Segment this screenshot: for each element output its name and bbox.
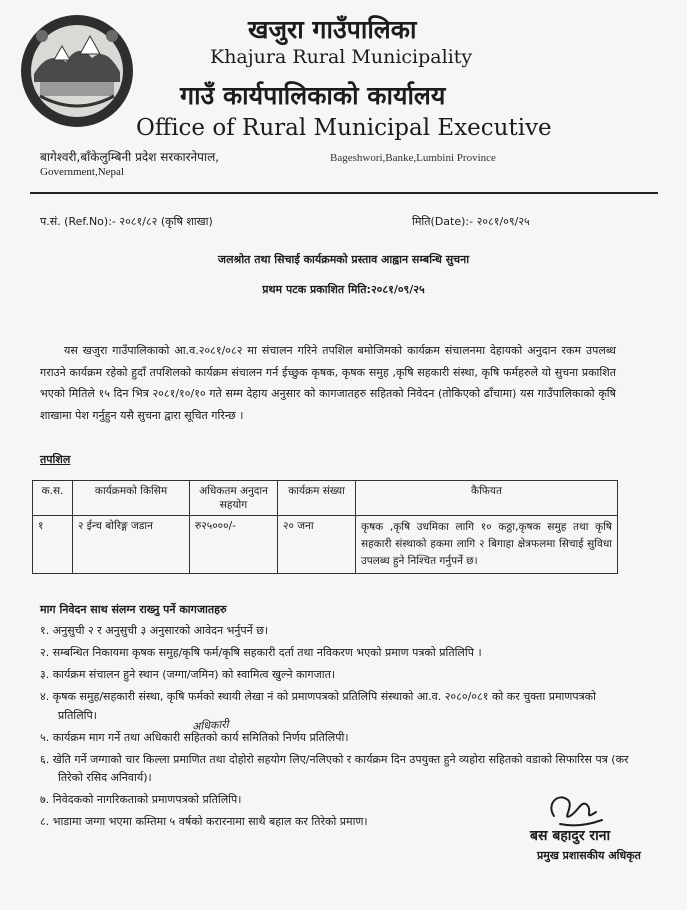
table-cell: २ ईन्च बोरिङ्ग जडान xyxy=(73,516,190,574)
list-item: १. अनुसुची २ र अनुसुची ३ अनुसारको आवेदन भर्नुपर्ने छ। xyxy=(40,624,269,637)
column-header: क.स. xyxy=(33,481,73,516)
office-name-english: Office of Rural Municipal Executive xyxy=(136,115,552,141)
list-item: ८. भाडामा जग्गा भएमा कम्तिमा ५ वर्षको करारनामा साथै बहाल कर तिरेको प्रमाण। xyxy=(40,815,368,828)
reference-number: प.सं. (Ref.No):- २०८१/८२ (कृषि शाखा) xyxy=(40,215,213,228)
list-item: ५. कार्यक्रम माग गर्ने तथा अधिकारी सहितको कार्य समितिको निर्णय प्रतिलिपी। xyxy=(40,730,349,744)
column-header: कार्यक्रम संख्या xyxy=(278,481,356,516)
list-item: ६. खेति गर्ने जग्गाको चार किल्ला प्रमाणित तथा दोहोरो सहयोग लिए/नलिएको र कार्यक्रम दिन उपयुक्त हुने व्यहोरा सहितको वडाको सिफारिस पत्र (कर तिरेको रसिद अनिवार्य)। xyxy=(40,752,629,784)
signatory-title: प्रमुख प्रशासकीय अधिकृत xyxy=(537,849,641,862)
notice-subject: जलश्रोत तथा सिचाई कार्यक्रमको प्रस्ताव आह्वान सम्बन्धि सुचना xyxy=(217,253,470,266)
office-name-nepali: गाउँ कार्यपालिकाको कार्यालय xyxy=(180,81,446,110)
municipality-name-nepali: खजुरा गाउँपालिका xyxy=(248,15,417,44)
handwritten-note: अधिकारी xyxy=(191,717,230,734)
schedule-table xyxy=(32,480,618,574)
address-english: Bageshwori,Banke,Lumbini Province xyxy=(330,152,496,164)
table-cell: २० जना xyxy=(278,516,356,574)
schedule-title: तपशिल xyxy=(40,453,71,466)
table-header-row xyxy=(33,481,618,516)
column-header: कैफियत xyxy=(356,481,618,516)
signatory-name: बस बहादुर राना xyxy=(530,828,611,844)
letter-date: मिति(Date):- २०८१/०९/२५ xyxy=(412,215,530,228)
column-header: कार्यक्रमको किसिम xyxy=(73,481,190,516)
list-item: २. सम्बन्धित निकायमा कृषक समुह/कृषि फर्म/कृषि सहकारी दर्ता तथा नविकरण भएको प्रमाण पत्रको प्रतिलिपि । xyxy=(40,646,482,659)
list-item: ३. कार्यक्रम संचालन हुने स्थान (जग्गा/जमिन) को स्वामित्व खुल्ने कागजात। xyxy=(40,668,336,681)
address-nepali: बागेश्वरी,बाँकेलुम्बिनी प्रदेश सरकारनेपाल, xyxy=(40,150,220,164)
required-documents-title: माग निवेदन साथ संलग्न राख्नु पर्ने कागजातहरु xyxy=(40,603,227,616)
nepal-emblem-logo xyxy=(18,12,136,130)
table-cell: १ xyxy=(33,516,73,574)
list-item: ७. निवेदकको नागरिकताको प्रमाणपत्रको प्रतिलिपि। xyxy=(40,793,242,806)
table-row xyxy=(33,516,618,574)
government-english: Government,Nepal xyxy=(40,166,124,178)
column-header: अधिकतम अनुदान सहयोग xyxy=(190,481,278,516)
notice-body: यस खजुरा गाउँपालिकाको आ.व.२०८१/०८२ मा संचालन गरिने तपशिल बमोजिमको कार्यक्रम संचालनमा देहायको अनुदान रकम उपलब्ध गराउने कार्यक्रम रहेको हुदाँ तपशिलको कार्यक्रम संचालन गर्न ईच्छुक कृषक, कृषक समुह ,कृषि सहकारी संस्था, कृषि फर्महरुले यो सुचना प्रकाशित भएको मितिले १५ दिन भित्र २०८१/१०/१० गते सम्म देहाय अनुसार को कागजातहरु सहितको निवेदन (तोकिएको ढाँचामा) यस गाउँपालिकाको कृषि शाखामा पेश गर्नुहुन यसै सुचना द्वारा सूचित गरिन्छ । xyxy=(40,344,616,422)
list-item: ४. कृषक समुह/सहकारी संस्था, कृषि फर्मको स्थायी लेखा नं को प्रमाणपत्रको प्रतिलिपि संस्थाको आ.व. २०८०/०८१ को कर चुक्ता प्रमाणपत्रको प्रतिलिपि। xyxy=(40,690,596,722)
table-cell: रु२५०००/- xyxy=(190,516,278,574)
table-cell: कृषक ,कृषि उधमिका लागि १० कठ्ठा,कृषक समुह तथा कृषि सहकारी संस्थाको हकमा लागि २ बिगाहा क्षेत्रफलमा सिचाई सुविधा उपलब्ध हुने निश्चित गर्नुपर्ने छ। xyxy=(356,516,618,574)
header-divider xyxy=(30,192,658,194)
municipality-name-english: Khajura Rural Municipality xyxy=(210,46,473,68)
publication-date: प्रथम पटक प्रकाशित मिति:२०८१/०९/२५ xyxy=(262,283,425,296)
